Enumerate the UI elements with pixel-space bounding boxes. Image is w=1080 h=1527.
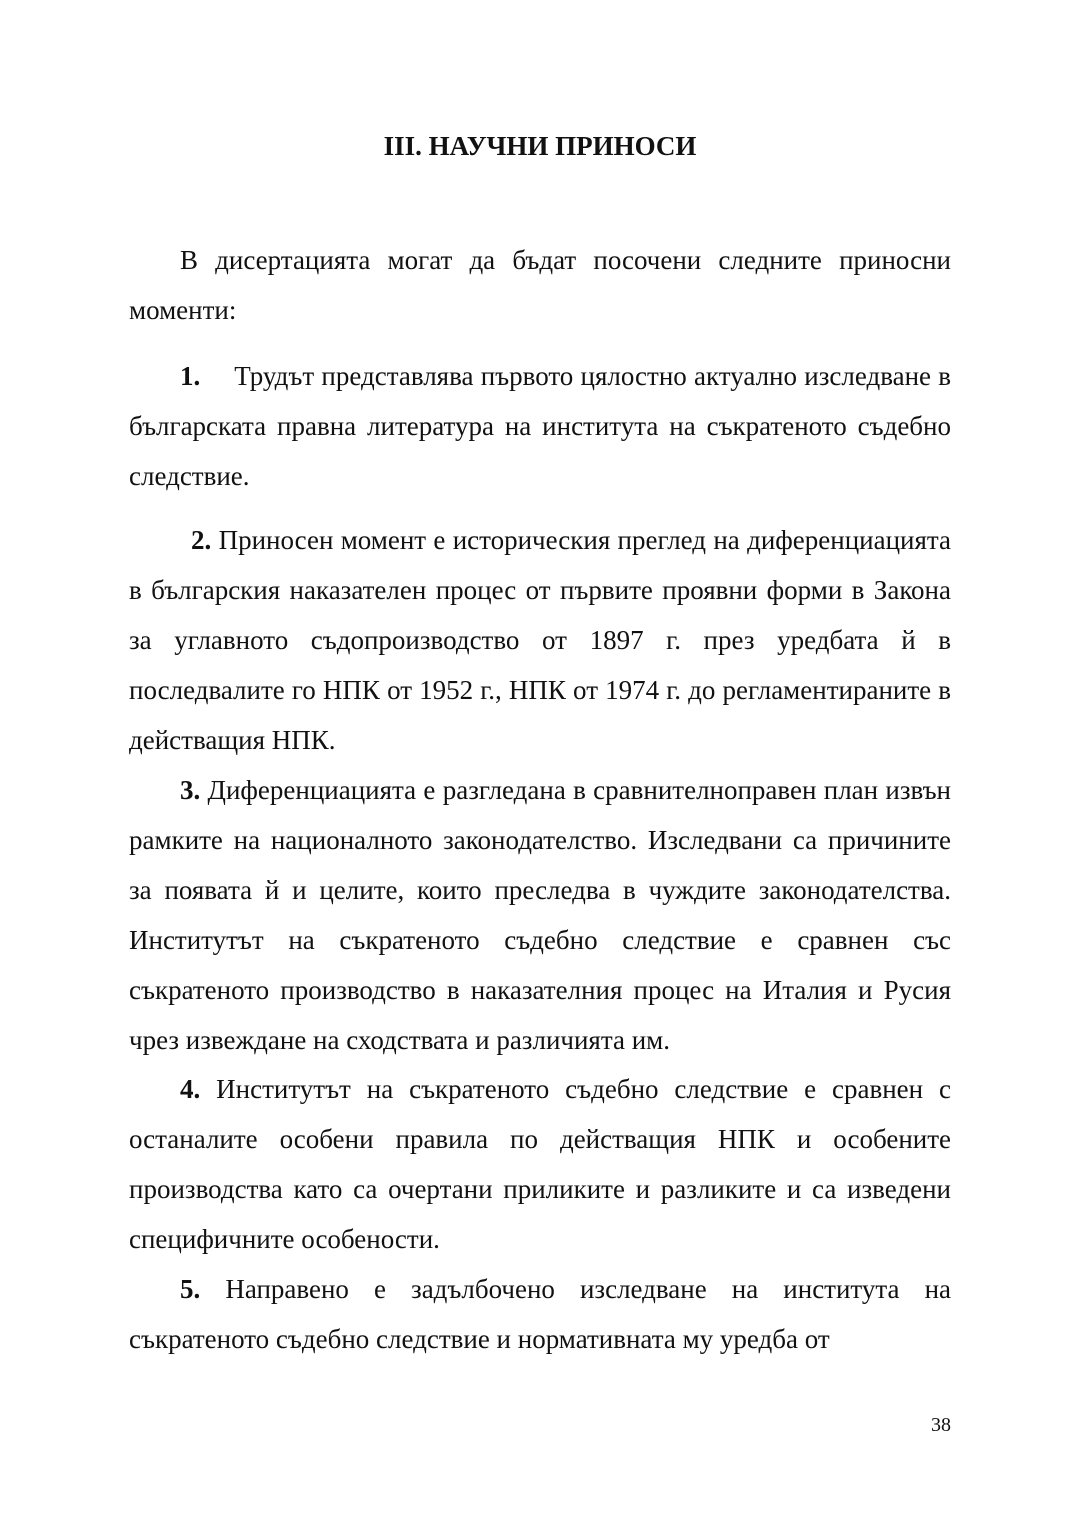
contribution-number: 1. (180, 361, 201, 391)
contribution-text: Институтът на съкратеното съдебно следствие е сравнен с останалите особени правила по действащия НПК и особените производства като са очертани приликите и разликите и са изведени специфичните особености. (129, 1074, 951, 1254)
contribution-paragraph (129, 765, 951, 1065)
section-title: III. НАУЧНИ ПРИНОСИ (383, 131, 697, 161)
contribution-number: 5. (180, 1274, 201, 1304)
contribution-paragraph (129, 515, 951, 765)
contribution-2 (129, 515, 951, 765)
page-number: 38 (931, 1414, 951, 1436)
contribution-paragraph (129, 351, 951, 501)
contribution-text: Диференциацията е разгледана в сравнителноправен план извън рамките на националното законодателство. Изследвани са причините за появата й и целите, които преследва в чуждите законодателства. Институтът на съкратеното съдебно следствие е сравнен със съкратеното производство в наказателния процес на Италия и Русия чрез извеждане на сходствата и различията им. (129, 775, 951, 1055)
contribution-paragraph (129, 1264, 951, 1364)
contribution-number: 4. (180, 1074, 201, 1104)
contribution-paragraph (129, 1064, 951, 1264)
contribution-text: Приносен момент е историческия преглед на диференциацията в българския наказателен процес от първите проявни форми в Закона за углавното съдопроизводство от 1897 г. през уредбата й в последвалите го НПК от 1952 г., НПК от 1974 г. до регламентираните в действащия НПК. (129, 525, 952, 755)
contribution-5 (129, 1264, 951, 1364)
contribution-number: 3. (180, 775, 201, 805)
contribution-text: Трудът представлява първото цялостно актуално изследване в българската правна литература на института на съкратеното съдебно следствие. (129, 361, 951, 491)
contribution-1 (129, 351, 951, 501)
intro-block (129, 235, 951, 335)
contribution-4 (129, 1064, 951, 1264)
contribution-number: 2. (191, 525, 212, 555)
contribution-3 (129, 765, 951, 1065)
intro-paragraph: В дисертацията могат да бъдат посочени следните приносни моменти: (129, 245, 951, 325)
contribution-text: Направено е задълбочено изследване на института на съкратеното съдебно следствие и нормативната му уредба от (129, 1274, 951, 1354)
